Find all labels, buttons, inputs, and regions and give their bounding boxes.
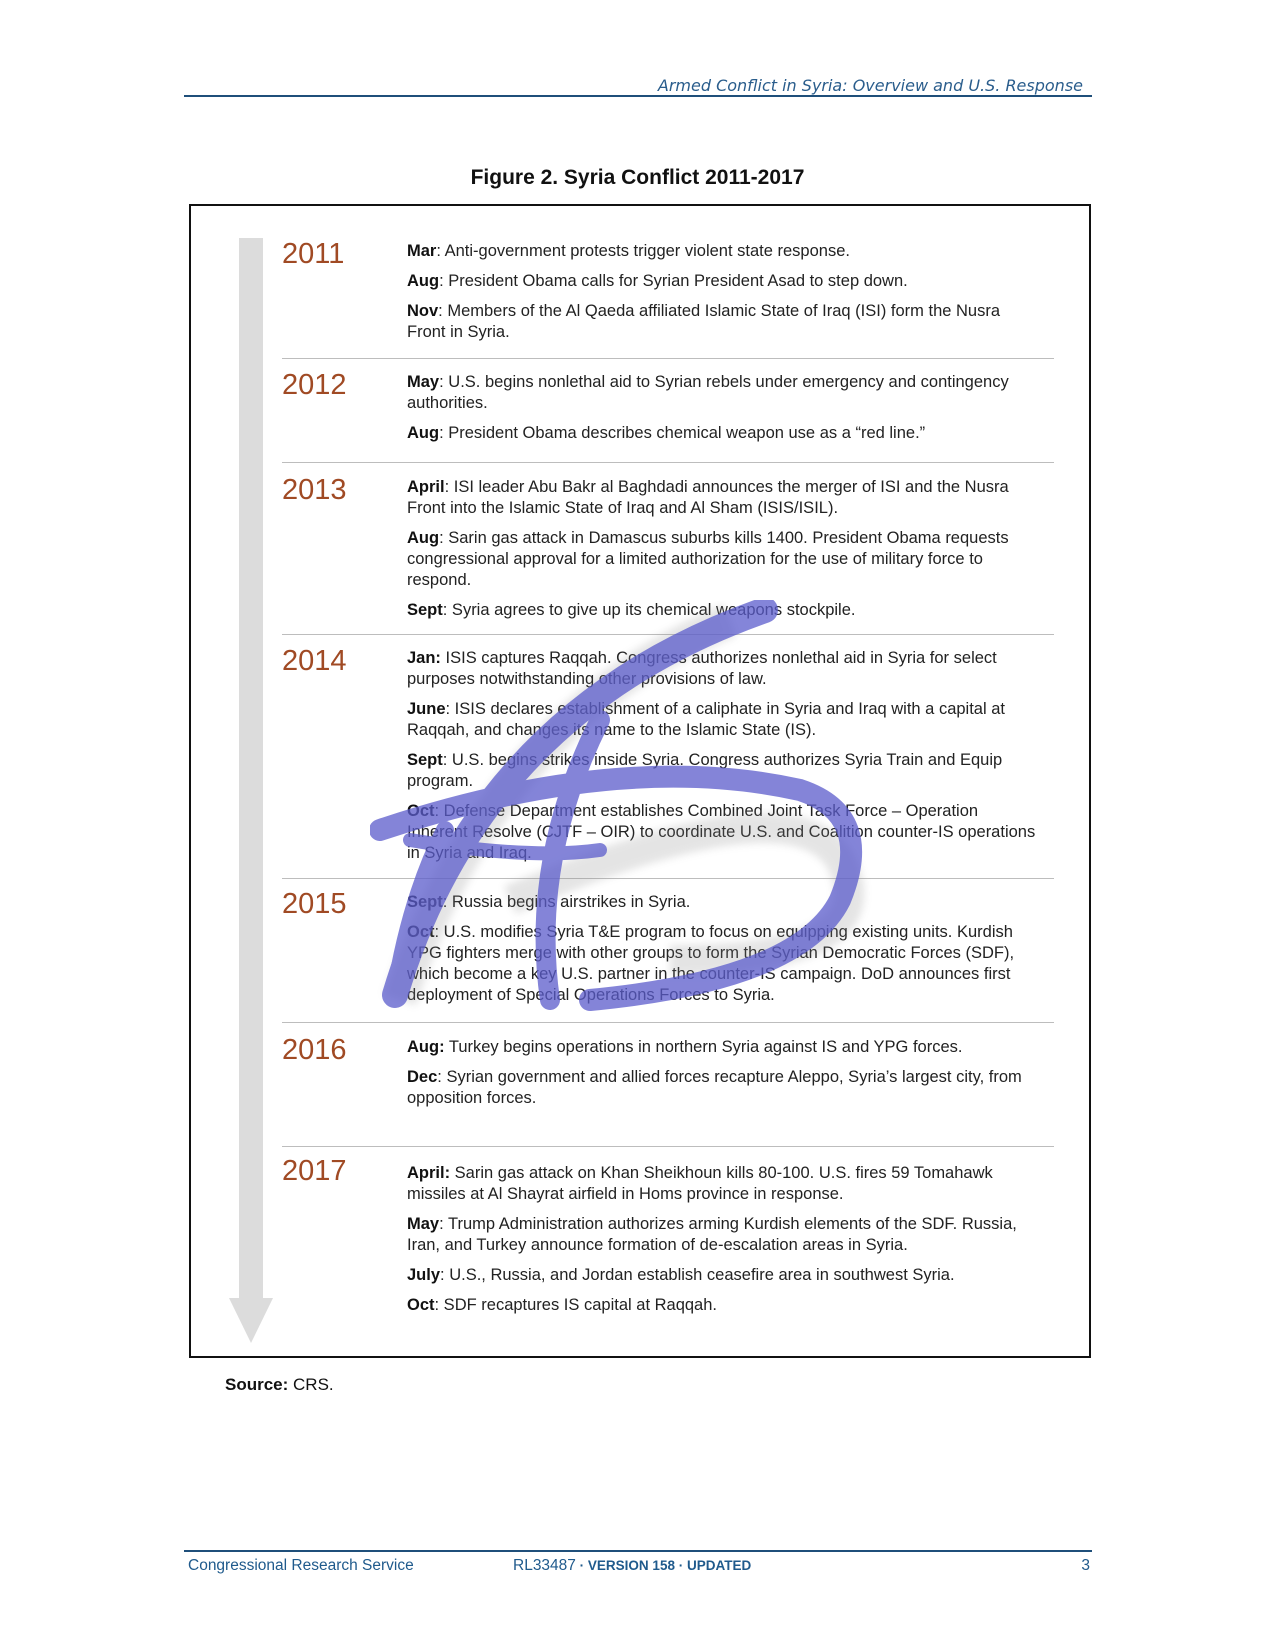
event-item: June: ISIS declares establishment of a caliphate in Syria and Iraq with a capital at Raqqah, and changes its name to the Islamic State (IS). — [407, 700, 1005, 739]
header-rule — [184, 95, 1092, 97]
figure-title: Figure 2. Syria Conflict 2011-2017 — [470, 166, 805, 189]
event-item: April: ISI leader Abu Bakr al Baghdadi announces the merger of ISI and the Nusra Front into the Islamic State of Iraq and Al Sham (ISIS/ISIL). — [407, 478, 1009, 517]
event-item: May: U.S. begins nonlethal aid to Syrian rebels under emergency and contingency authorities. — [407, 373, 1009, 412]
year-separator — [282, 1146, 1054, 1147]
event-item: Aug: President Obama describes chemical weapon use as a “red line.” — [407, 424, 926, 442]
event-item: Oct: Defense Department establishes Combined Joint Task Force – Operation Inherent Resolve (CJTF – OIR) to coordinate U.S. and Coalition counter-IS operations in Syria and Iraq. — [407, 802, 1036, 862]
year-separator — [282, 358, 1054, 359]
year-events-2014 — [407, 648, 1042, 873]
year-label: 2017 — [282, 1155, 347, 1187]
year-events-2013 — [407, 477, 1042, 630]
event-item: Oct: SDF recaptures IS capital at Raqqah. — [407, 1296, 717, 1314]
year-label: 2011 — [282, 238, 345, 270]
event-item: Sept: Syria agrees to give up its chemical weapons stockpile. — [407, 601, 856, 619]
year-separator — [282, 1022, 1054, 1023]
year-separator — [282, 878, 1054, 879]
event-item: Dec: Syrian government and allied forces recapture Aleppo, Syria’s largest city, from opposition forces. — [407, 1068, 1022, 1107]
page-number: 3 — [1081, 1557, 1090, 1574]
event-item: Sept: U.S. begins strikes inside Syria. Congress authorizes Syria Train and Equip program. — [407, 751, 1003, 790]
event-item: Nov: Members of the Al Qaeda affiliated Islamic State of Iraq (ISI) form the Nusra Front in Syria. — [407, 302, 1001, 341]
event-item: Jan: ISIS captures Raqqah. Congress authorizes nonlethal aid in Syria for select purposes notwithstanding other provisions of law. — [407, 649, 997, 688]
year-separator — [282, 462, 1054, 463]
year-label: 2013 — [282, 474, 347, 506]
year-events-2015 — [407, 892, 1042, 1015]
year-events-2012 — [407, 372, 1042, 453]
year-label: 2014 — [282, 645, 347, 677]
footer-rule — [184, 1550, 1092, 1552]
year-label: 2016 — [282, 1034, 347, 1066]
timeline-arrow-down-icon — [229, 1298, 273, 1343]
year-events-2016 — [407, 1037, 1042, 1118]
year-separator — [282, 634, 1054, 635]
event-item: Sept: Russia begins airstrikes in Syria. — [407, 893, 691, 911]
event-item: Aug: Sarin gas attack in Damascus suburbs kills 1400. President Obama requests congressional approval for a limited authorization for the use of military force to respond. — [407, 529, 1009, 589]
event-item: Aug: Turkey begins operations in northern Syria against IS and YPG forces. — [407, 1038, 963, 1056]
year-events-2011 — [407, 241, 1042, 352]
event-item: Mar: Anti-government protests trigger violent state response. — [407, 242, 850, 260]
event-item: April: Sarin gas attack on Khan Sheikhoun kills 80-100. U.S. fires 59 Tomahawk missiles at Al Shayrat airfield in Homs province in response. — [407, 1164, 993, 1203]
event-item: Oct: U.S. modifies Syria T&E program to focus on equipping existing units. Kurdish YPG fighters merge with other groups to form the Syrian Democratic Forces (SDF), which become a key U.S. partner in the counter-IS campaign. DoD announces first deployment of Special Operations Forces to Syria. — [407, 923, 1015, 1004]
footer-report-id: RL33487 · VERSION 158 · UPDATED — [513, 1557, 752, 1574]
event-item: May: Trump Administration authorizes arming Kurdish elements of the SDF. Russia, Iran, and Turkey announce formation of de-escalation areas in Syria. — [407, 1215, 1017, 1254]
event-item: Aug: President Obama calls for Syrian President Asad to step down. — [407, 272, 908, 290]
timeline-arrow-shaft — [239, 238, 263, 1300]
running-header-title: Armed Conflict in Syria: Overview and U.S. Response — [657, 76, 1083, 95]
figure-source: Source: CRS. — [225, 1375, 334, 1394]
year-label: 2015 — [282, 888, 347, 920]
year-label: 2012 — [282, 369, 347, 401]
event-item: July: U.S., Russia, and Jordan establish ceasefire area in southwest Syria. — [407, 1266, 955, 1284]
footer-org: Congressional Research Service — [188, 1557, 414, 1574]
year-events-2017 — [407, 1163, 1042, 1325]
